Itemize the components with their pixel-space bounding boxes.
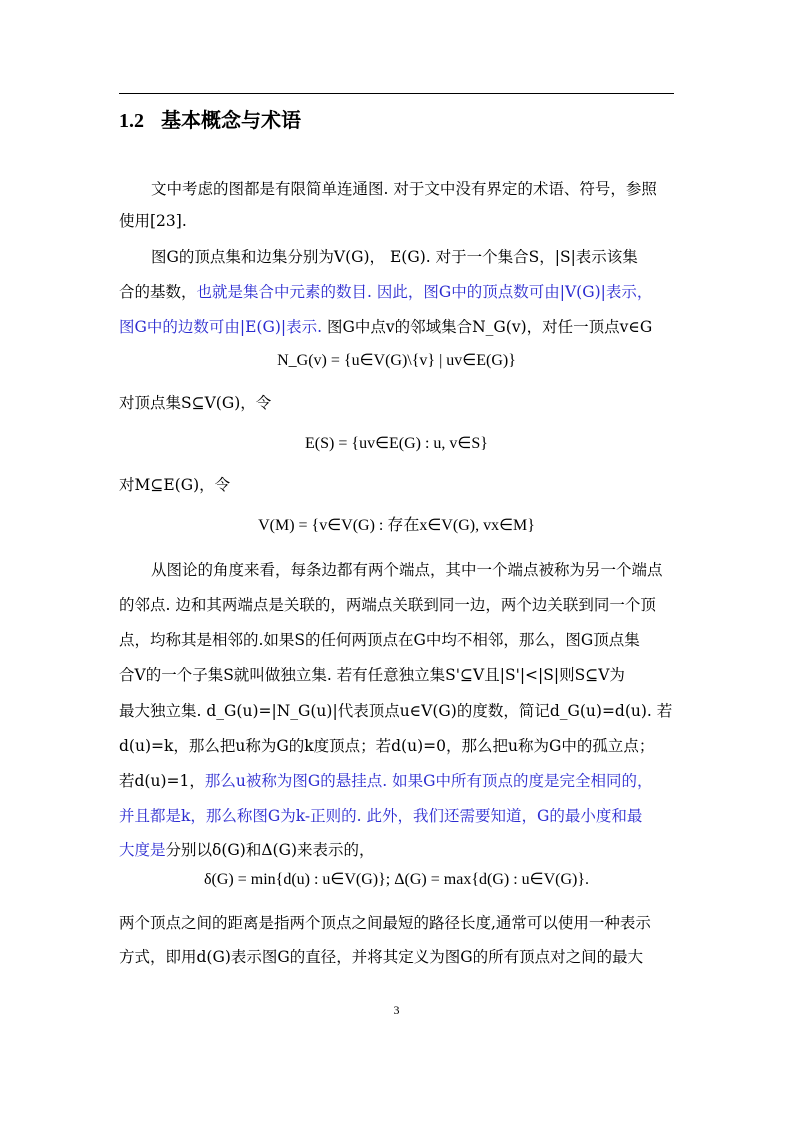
- paragraph-line: 点，均称其是相邻的.如果S的任何两顶点在G中均不相邻，那么，图G顶点集: [119, 631, 640, 649]
- paragraph-line: [119, 316, 674, 338]
- page-number: 3: [393, 1003, 400, 1017]
- text-run: 若d(u)=1，: [119, 772, 205, 790]
- highlighted-text: 大度是: [119, 841, 166, 859]
- highlighted-text: 并且都是k，那么称图G为k-正则的. 此外，我们还需要知道，G的最小度和最: [119, 807, 643, 825]
- equation: E(S) = {uv∈E(G) : u, v∈S}: [305, 435, 488, 452]
- equation: δ(G) = min{d(u) : u∈V(G)}; Δ(G) = max{d(G) : u∈V(G)}.: [203, 871, 590, 888]
- section-title: 基本概念与术语: [160, 108, 301, 132]
- paragraph-line: [119, 281, 674, 303]
- highlighted-text: 也就是集合中元素的数目. 因此，图G中的顶点数可由|V(G)|表示，: [196, 283, 653, 301]
- paragraph-line: [119, 770, 674, 792]
- paragraph-line: 方式，即用d(G)表示图G的直径，并将其定义为图G的所有顶点对之间的最大: [119, 948, 644, 966]
- paragraph-line: [119, 839, 674, 861]
- paragraph-line: 两个顶点之间的距离是指两个顶点之间最短的路径长度,通常可以使用一种表示: [119, 914, 651, 932]
- paragraph-line: 从图论的角度来看，每条边都有两个端点，其中一个端点被称为另一个端点: [151, 561, 663, 579]
- text-run: 合的基数，: [119, 283, 197, 301]
- paragraph-line: 文中考虑的图都是有限简单连通图. 对于文中没有界定的术语、符号，参照: [151, 180, 657, 198]
- paragraph-line: 最大独立集. d_G(u)=|N_G(u)|代表顶点u∈V(G)的度数，简记d_G(u)=d(u). 若: [119, 702, 673, 720]
- section-heading: [119, 104, 301, 133]
- section-number: 1.2: [119, 110, 144, 132]
- paragraph-line: 的邻点. 边和其两端点是关联的，两端点关联到同一边，两个边关联到同一个顶: [119, 596, 656, 614]
- paragraph-line: 对M⊆E(G)，令: [119, 476, 231, 494]
- paragraph-line: 图G的顶点集和边集分别为V(G)， E(G). 对于一个集合S，|S|表示该集: [151, 248, 638, 266]
- highlighted-text: 图G中的边数可由|E(G)|表示.: [119, 318, 323, 336]
- paragraph-line: 合V的一个子集S就叫做独立集. 若有任意独立集S'⊆V且|S'|<|S|则S⊆V为: [119, 666, 625, 684]
- highlighted-text: 那么u被称为图G的悬挂点. 如果G中所有顶点的度是完全相同的，: [204, 772, 653, 790]
- equation: V(M) = {v∈V(G) : 存在x∈V(G), vx∈M}: [258, 517, 535, 534]
- paragraph-line: d(u)=k，那么把u称为G的k度顶点；若d(u)=0，那么把u称为G中的孤立点；: [119, 737, 655, 755]
- text-run: 图G中点v的邻域集合N_G(v)，对任一顶点v∈G: [322, 318, 653, 336]
- equation: N_G(v) = {u∈V(G)\{v} | uv∈E(G)}: [277, 352, 516, 369]
- text-run: 分别以δ(G)和Δ(G)来表示的，: [165, 841, 375, 859]
- paragraph-line: 对顶点集S⊆V(G)，令: [119, 394, 272, 412]
- header-rule: [119, 93, 674, 94]
- paragraph-line: 使用[23].: [119, 212, 187, 230]
